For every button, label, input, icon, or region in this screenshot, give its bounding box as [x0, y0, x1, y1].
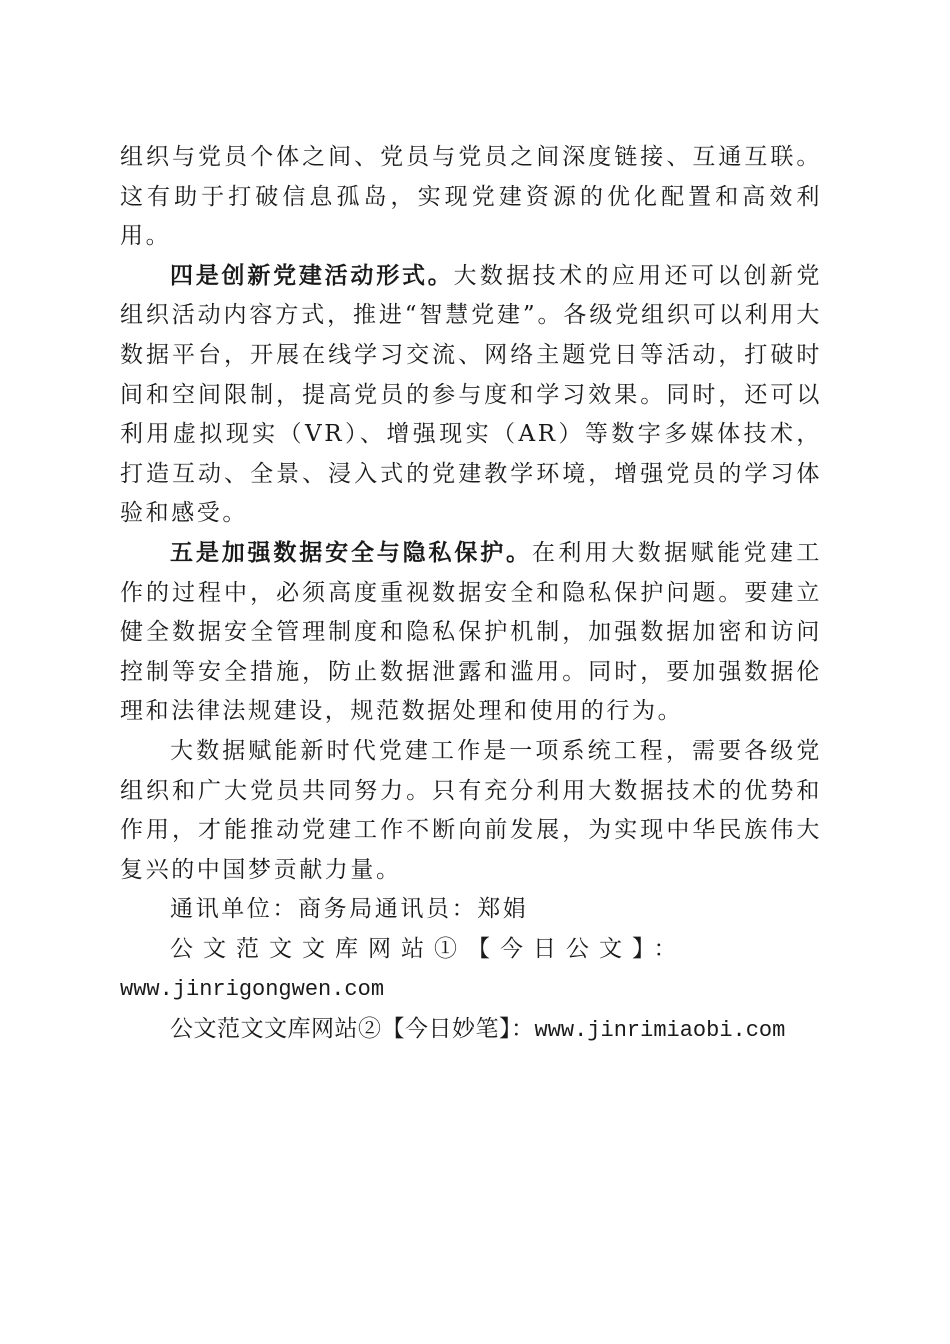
site2-line	[120, 1010, 822, 1051]
paragraph-text: 在利用大数据赋能党建工作的过程中，必须高度重视数据安全和隐私保护问题。要建立健全数据安全管理制度和隐私保护机制，加强数据加密和访问控制等安全措施，防止数据泄露和滥用。同时，要加强数据伦理和法律法规建设，规范数据处理和使用的行为。	[120, 539, 823, 725]
paragraph-conclusion	[120, 732, 822, 890]
site1-label: 公文范文文库网站①【今日公文】：	[170, 935, 687, 962]
site1-line	[120, 930, 822, 970]
paragraph-text: 组织与党员个体之间、党员与党员之间深度链接、互通互联。这有助于打破信息孤岛，实现党建资源的优化配置和高效利用。	[120, 144, 822, 250]
site2-url[interactable]: www.jinrimiaobi.com	[534, 1018, 786, 1044]
site1-url[interactable]: www.jinrigongwen.com	[120, 977, 385, 1003]
correspondent-line	[120, 890, 822, 930]
site2-label: 公文范文文库网站②【今日妙笔】：	[170, 1016, 535, 1043]
paragraph-text: 大数据技术的应用还可以创新党组织活动内容方式，推进“智慧党建”。各级党组织可以利用大数据平台，开展在线学习交流、网络主题党日等活动，打破时间和空间限制，提高党员的参与度和学习效果。同时，还可以利用虚拟现实（VR）、增强现实（AR）等数字多媒体技术，打造互动、全景、浸入式的党建教学环境，增强党员的学习体验和感受。	[120, 262, 823, 527]
paragraph-lead-heading: 四是创新党建活动形式。	[170, 262, 454, 289]
correspondent-text: 通讯单位：商务局通讯员：郑娟	[170, 896, 529, 923]
paragraph-continuation	[120, 138, 822, 257]
paragraph-innovate-activities	[120, 257, 822, 534]
paragraph-lead-heading: 五是加强数据安全与隐私保护。	[170, 539, 532, 566]
paragraph-text: 大数据赋能新时代党建工作是一项系统工程，需要各级党组织和广大党员共同努力。只有充分利用大数据技术的优势和作用，才能推动党建工作不断向前发展，为实现中华民族伟大复兴的中国梦贡献力量。	[120, 737, 822, 883]
document-body	[120, 138, 822, 1051]
site1-url-line	[120, 969, 822, 1010]
paragraph-data-security	[120, 534, 822, 732]
